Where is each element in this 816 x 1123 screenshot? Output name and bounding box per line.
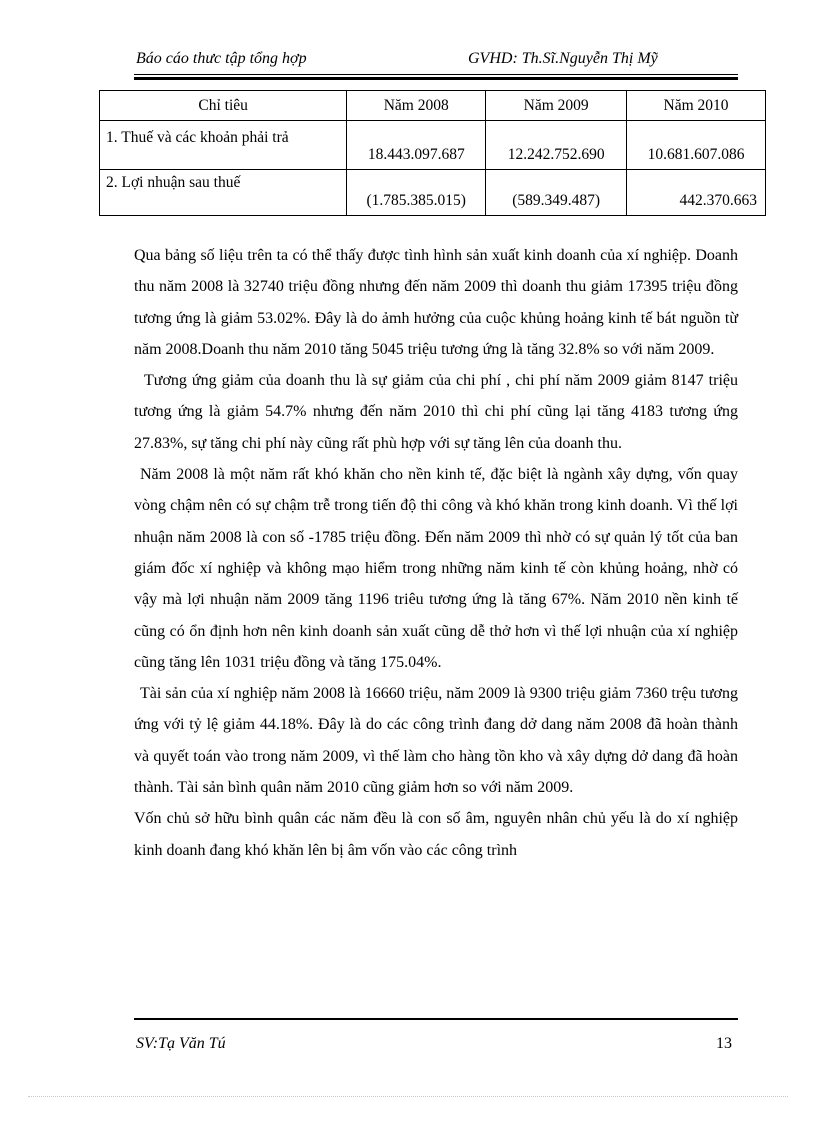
table-cell: 18.443.097.687: [347, 121, 486, 170]
financial-table: [99, 90, 766, 216]
table-cell: 442.370.663: [627, 170, 766, 216]
table-cell: 12.242.752.690: [486, 121, 627, 170]
paragraph: Qua bảng số liệu trên ta có thể thấy được tình hình sản xuất kinh doanh của xí nghiệp. Doanh thu năm 2008 là 32740 triệu đồng nhưng đến năm 2009 thì doanh thu giảm 17395 triệu đồng tương ứng là giảm 53.02%. Đây là do ảmh hưởng của cuộc khủng hoảng kinh tế bát nguồn từ năm 2008.Doanh thu năm 2010 tăng 5045 triệu tương ứng là tăng 32.8% so với năm 2009.: [134, 247, 738, 358]
table-header-cell: Năm 2009: [486, 91, 627, 121]
supervisor-name: GVHD: Th.Sĩ.Nguyễn Thị Mỹ: [468, 50, 658, 67]
table-row: [100, 121, 766, 170]
table-cell: (1.785.385.015): [347, 170, 486, 216]
table-cell: (589.349.487): [486, 170, 627, 216]
footer-rule: [134, 1018, 738, 1020]
body-text: [134, 240, 738, 866]
student-name: SV:Tạ Văn Tú: [136, 1035, 226, 1052]
page-header: [134, 48, 738, 70]
page-bottom-divider: [28, 1096, 788, 1097]
row-label: 1. Thuế và các khoản phải trả: [100, 121, 347, 170]
table-header-cell: Năm 2010: [627, 91, 766, 121]
paragraph: Năm 2008 là một năm rất khó khăn cho nền kinh tế, đặc biệt là ngành xây dựng, vốn quay vòng chậm nên có sự chậm trễ trong tiến độ thi công và khó khăn trong kinh doanh. Vì thế lợi nhuận năm 2008 là con số -1785 triệu đồng. Đến năm 2009 thì nhờ có sự quản lý tốt của ban giám đốc xí nghiệp và không mạo hiểm trong những năm kinh tế còn khủng hoảng, nhờ có vậy mà lợi nhuận năm 2009 tăng 1196 triêu tương ứng là tăng 67%. Năm 2010 nền kinh tế cũng có ổn định hơn nên kinh doanh sản xuất cũng dễ thở hơn vì thế lợi nhuận của xí nghiệp cũng tăng lên 1031 triệu đồng và tăng 175.04%.: [134, 466, 738, 671]
header-rule-thin: [134, 74, 738, 75]
table-header-row: [100, 91, 766, 121]
table-header-cell: Năm 2008: [347, 91, 486, 121]
paragraph: Tương ứng giảm của doanh thu là sự giảm của chi phí , chi phí năm 2009 giảm 8147 triệu tương ứng là giảm 54.7% nhưng đến năm 2010 thì chi phí cũng lại tăng 4183 tương ứng 27.83%, sự tăng chi phí này cũng rất phù hợp với sự tăng lên của doanh thu.: [134, 372, 738, 452]
paragraph: Tài sản của xí nghiệp năm 2008 là 16660 triệu, năm 2009 là 9300 triệu giảm 7360 trệu tương ứng với tỷ lệ giảm 44.18%. Đây là do các công trình đang dở dang năm 2008 đã hoàn thành và quyết toán vào trong năm 2009, vì thế làm cho hàng tồn kho và xây dựng dở dang đã hoàn thành. Tài sản bình quân năm 2010 cũng giảm hơn so với năm 2009.: [134, 685, 738, 797]
table-row: [100, 170, 766, 216]
table-header-cell: Chỉ tiêu: [100, 91, 347, 121]
table-cell: 10.681.607.086: [627, 121, 766, 170]
row-label: 2. Lợi nhuận sau thuế: [100, 170, 347, 216]
report-title: Báo cáo thưc tập tổng hợp: [136, 50, 307, 67]
page-number: 13: [716, 1035, 732, 1052]
paragraph: Vốn chủ sở hữu bình quân các năm đều là con số âm, nguyên nhân chủ yếu là do xí nghiệp kinh doanh đang khó khăn lên bị âm vốn vào các công trình: [134, 810, 738, 859]
header-rule-thick: [134, 77, 738, 80]
